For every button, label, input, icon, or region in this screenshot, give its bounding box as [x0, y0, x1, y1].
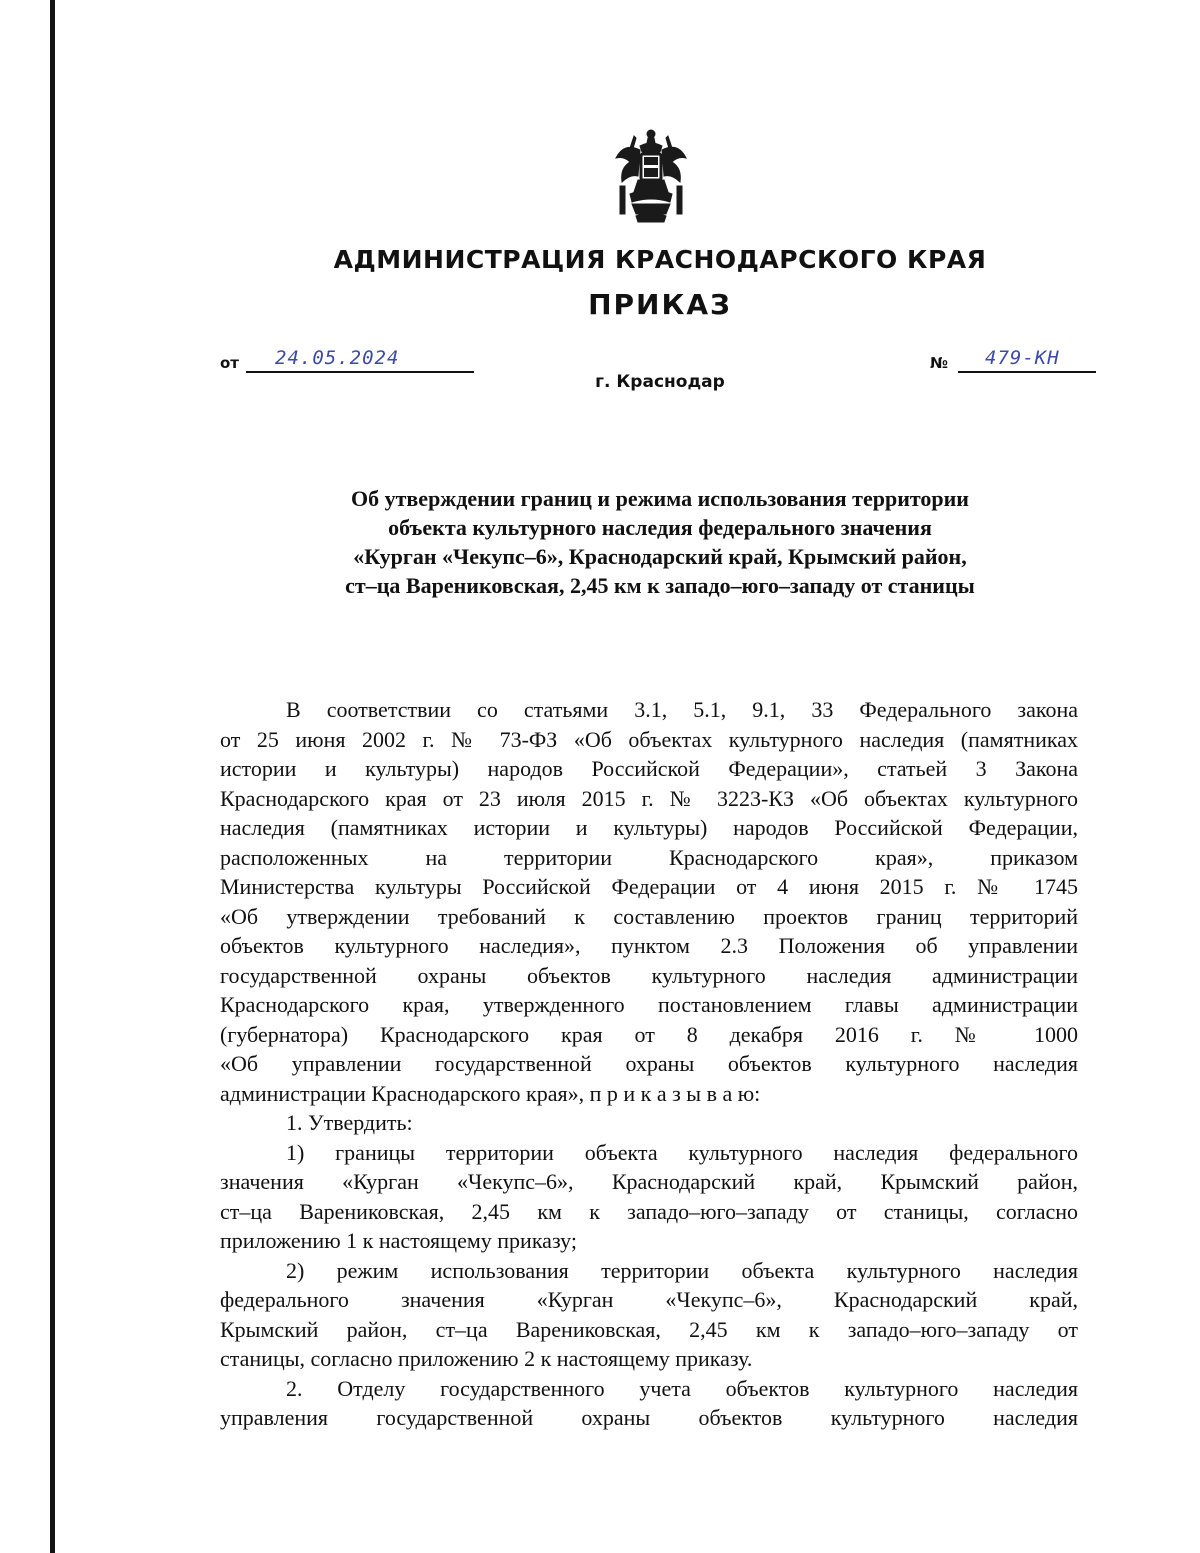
body-line: В соответствии со статьями 3.1, 5.1, 9.1, 33 Федерального закона [286, 697, 1078, 722]
title-line: объекта культурного наследия федерального значения [388, 515, 932, 540]
body-line: истории и культуры) народов Российской Федерации», статьей 3 Закона [220, 756, 1078, 781]
body-line: управления государственной охраны объектов культурного наследия [220, 1405, 1078, 1430]
body-line: приложению 1 к настоящему приказу; [220, 1228, 577, 1253]
date-label: от [220, 354, 239, 372]
body-line: (губернатора) Краснодарского края от 8 декабря 2016 г. № 1000 [220, 1021, 1078, 1047]
body-line: от 25 июня 2002 г. № 73-ФЗ «Об объектах культурного наследия (памятниках [220, 726, 1078, 752]
organization-name: АДМИНИСТРАЦИЯ КРАСНОДАРСКОГО КРАЯ [333, 245, 987, 274]
title-line: Об утверждении границ и режима использования территории [351, 486, 969, 511]
body-line: государственной охраны объектов культурного наследия администрации [220, 962, 1078, 988]
body-line: станицы, согласно приложению 2 к настоящему приказу. [220, 1346, 753, 1371]
number-value: 479-КН [985, 347, 1060, 369]
number-label: № [930, 354, 949, 372]
body-line: наследия (памятниках истории и культуры) народов Российской Федерации, [220, 815, 1078, 840]
body-line: 1) границы территории объекта культурного наследия федерального [286, 1139, 1078, 1165]
document-title [220, 484, 1100, 600]
title-line: ст–ца Варениковская, 2,45 км к западо–юго–западу от станицы [345, 573, 975, 598]
body-line: ст–ца Варениковская, 2,45 км к западо–юго–западу от станицы, согласно [220, 1198, 1078, 1224]
document-body [220, 695, 1078, 1433]
body-line: 1. Утвердить: [286, 1110, 413, 1135]
title-line: «Курган «Чекупс–6», Краснодарский край, Крымский район, [353, 544, 967, 569]
body-line: Министерства культуры Российской Федерации от 4 июня 2015 г. № 1745 [220, 874, 1078, 899]
body-line: 2) режим использования территории объекта культурного наследия [286, 1257, 1078, 1283]
body-line: 2. Отделу государственного учета объектов культурного наследия [286, 1375, 1078, 1401]
body-line: федерального значения «Курган «Чекупс–6», Краснодарский край, [220, 1287, 1078, 1312]
body-line: расположенных на территории Краснодарского края», приказом [220, 844, 1078, 870]
body-line: «Об управлении государственной охраны объектов культурного наследия [220, 1051, 1078, 1076]
city-name: г. Краснодар [595, 372, 725, 392]
document-type: ПРИКАЗ [588, 288, 732, 321]
scan-border-edge [50, 0, 55, 1553]
body-line: значения «Курган «Чекупс–6», Краснодарский край, Крымский район, [220, 1169, 1078, 1194]
body-line: Крымский район, ст–ца Варениковская, 2,45 км к западо–юго–западу от [220, 1316, 1078, 1342]
body-line: Краснодарского края от 23 июля 2015 г. № 3223-КЗ «Об объектах культурного [220, 785, 1078, 811]
body-line: «Об утверждении требований к составлению проектов границ территорий [220, 903, 1078, 929]
body-line: Краснодарского края, утвержденного постановлением главы администрации [220, 992, 1078, 1017]
body-line: объектов культурного наследия», пунктом 2.3 Положения об управлении [220, 933, 1078, 958]
krasnodar-coat-of-arms-icon [610, 128, 692, 224]
date-value: 24.05.2024 [275, 347, 400, 369]
body-line: администрации Краснодарского края», п р и к а з ы в а ю: [220, 1080, 761, 1106]
